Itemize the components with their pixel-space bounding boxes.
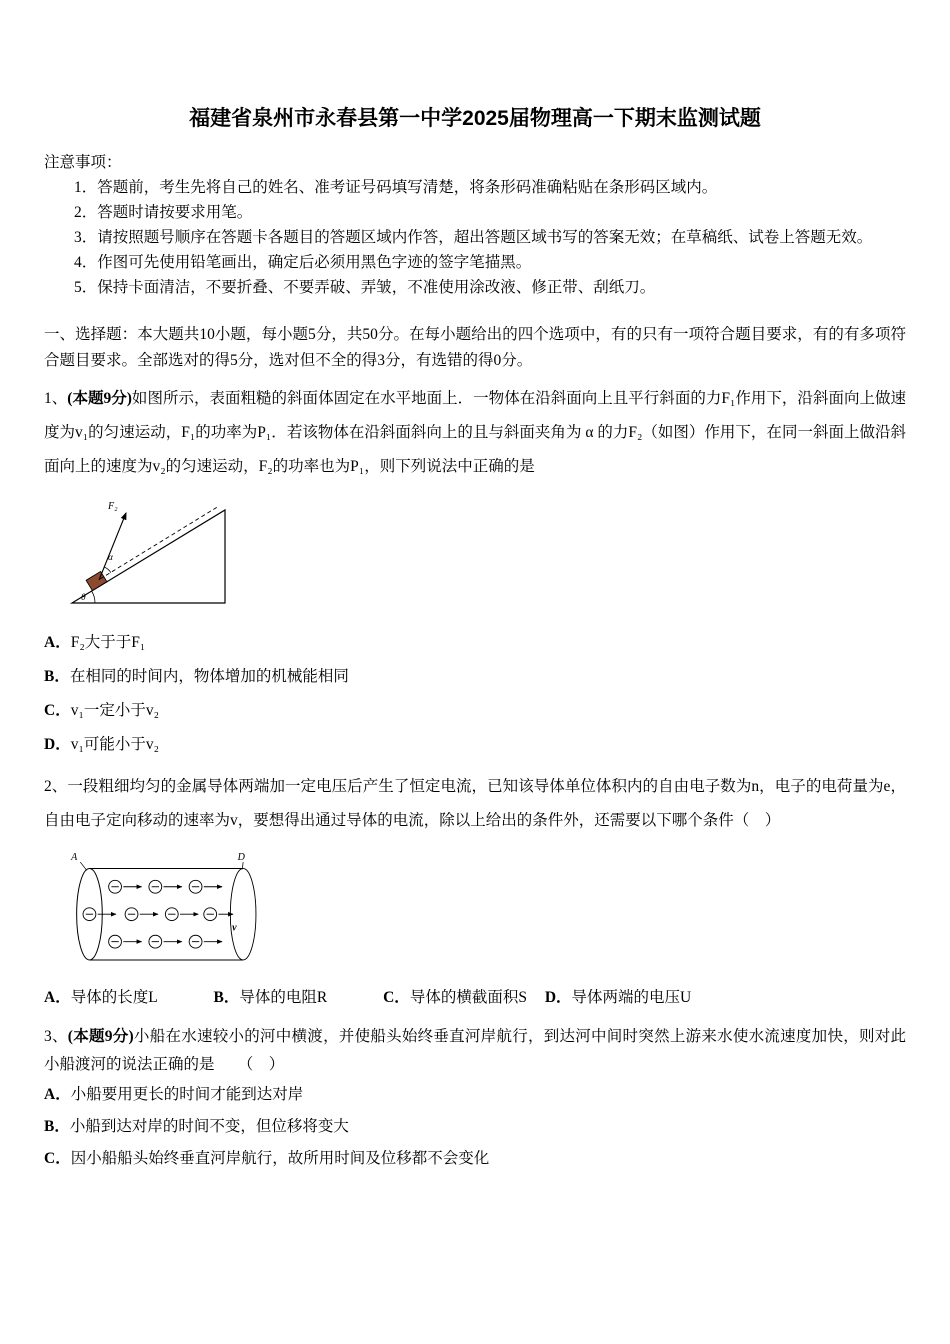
velocity-label: v: [232, 922, 237, 934]
conductor-diagram: [62, 848, 277, 974]
notice-item-5: 5．保持卡面清洁，不要折叠、不要弄破、弄皱，不准使用涂改液、修正带、刮纸刀。: [74, 279, 656, 296]
left-label-tick: [80, 862, 86, 870]
q2-option-c-label: C．: [383, 989, 410, 1006]
q2-stem-text: 一段粗细均匀的金属导体两端加一定电压后产生了恒定电流，已知该导体单位体积内的自由电子数为n，电子的电荷量为e，自由电子定向移动的速率为v，要想得出通过导体的电流，除以上给出的条件外，还需要以下哪个条件（ ）: [44, 778, 906, 829]
q1-option-d-text: v₁可能小于v₂: [70, 736, 160, 753]
electron-icon: [149, 880, 182, 893]
notice-section: [44, 150, 906, 300]
notice-item-2: 2．答题时请按要求用笔。: [74, 204, 253, 221]
q1-option-c-text: v₁一定小于v₂: [70, 702, 160, 719]
q3-option-a-label: A．: [44, 1086, 71, 1103]
q2-option-b: [214, 981, 328, 1015]
q1-option-a-label: A．: [44, 634, 71, 651]
question-1: [44, 382, 906, 762]
question-3: [44, 1023, 906, 1175]
q1-stem-text: 如图所示，表面粗糙的斜面体固定在水平地面上．一物体在沿斜面向上且平行斜面的力F₁作用下，沿斜面向上做速度为v₁的匀速运动，F₁的功率为P₁．若该物体在沿斜面斜向上的且与斜面夹角为 α 的力F₂（如图）作用下，在同一斜面上做沿斜面向上的速度为v₂的匀速运动，F₂的功率也为P₁，则下列说法中正确的是: [44, 390, 906, 475]
q2-option-a: [44, 981, 158, 1015]
section1-heading: 一、选择题：本大题共10小题，每小题5分，共50分。在每小题给出的四个选项中，有的只有一项符合题目要求，有的有多项符合题目要求。全部选对的得5分，选对但不全的得3分，有选错的得0分。: [44, 326, 906, 369]
q2-option-a-label: A．: [44, 989, 71, 1006]
q1-option-b: [44, 660, 906, 694]
question-2: [44, 770, 906, 1015]
theta-angle-arc: [92, 591, 95, 603]
q3-option-a-text: 小船要用更长的时间才能到达对岸: [70, 1086, 304, 1103]
electron-icon: [109, 880, 142, 893]
q2-options-row: [44, 981, 906, 1015]
cylinder-right-end: [230, 868, 256, 959]
q1-option-d-label: D．: [44, 736, 71, 753]
q1-option-d: [44, 728, 906, 762]
q3-option-c-text: 因小船船头始终垂直河岸航行，故所用时间及位移都不会变化: [70, 1150, 490, 1167]
q2-option-b-label: B．: [213, 989, 240, 1006]
q2-option-c-text: 导体的横截面积S: [409, 989, 527, 1006]
q2-stem-paragraph: [44, 770, 906, 838]
q1-stem-paragraph: [44, 382, 906, 484]
q2-number: 2、: [44, 778, 68, 795]
conductor-right-label: D: [237, 852, 245, 864]
q1-option-a: [44, 626, 906, 660]
page-title: 福建省泉州市永春县第一中学2025届物理高一下期末监测试题: [189, 107, 761, 130]
q3-option-b-label: B．: [44, 1118, 70, 1135]
alpha-label: α: [108, 553, 113, 563]
notice-heading: 注意事项：: [44, 154, 122, 171]
electron-icon: [189, 935, 222, 948]
q2-option-a-text: 导体的长度L: [70, 989, 158, 1006]
q1-option-a-text: F₂大于于F₁: [70, 634, 146, 651]
q3-option-c-label: C．: [44, 1150, 71, 1167]
q2-figure-conductor: [62, 848, 906, 979]
q2-option-b-text: 导体的电阻R: [239, 989, 328, 1006]
force-f2-label: F₂: [108, 501, 118, 512]
q3-option-b-text: 小船到达对岸的时间不变，但位移将变大: [69, 1118, 349, 1135]
theta-label: θ: [81, 593, 86, 603]
q2-option-d: [545, 981, 691, 1015]
q3-score: (本题9分): [67, 1028, 134, 1045]
q3-stem-text: 小船在水速较小的河中横渡，并使船头始终垂直河岸航行，到达河中间时突然上游来水使水流速度加快，则对此小船渡河的说法正确的是 （ ）: [44, 1028, 906, 1073]
conductor-left-label: A: [71, 852, 78, 864]
q1-number: 1、: [44, 390, 68, 407]
q1-score: (本题9分): [67, 390, 132, 407]
q2-option-c: [383, 981, 527, 1015]
electron-icon: [204, 908, 233, 921]
q1-option-c: [44, 694, 906, 728]
q3-stem-paragraph: [44, 1023, 906, 1079]
q2-option-d-text: 导体两端的电压U: [571, 989, 692, 1006]
alpha-angle-arc: [104, 567, 111, 573]
electron-icon: [165, 908, 198, 921]
incline-diagram: [62, 498, 242, 613]
q2-option-d-label: D．: [544, 989, 572, 1006]
electron-icon: [189, 880, 222, 893]
notice-item-1: 1．答题前，考生先将自己的姓名、准考证号码填写清楚，将条形码准确粘贴在条形码区域内。: [74, 179, 718, 196]
q3-option-a: [44, 1079, 906, 1111]
notice-item-4: 4．作图可先使用铅笔画出，确定后必须用黑色字迹的签字笔描黑。: [74, 254, 532, 271]
q1-figure-incline: [62, 498, 906, 618]
q1-option-b-label: B．: [44, 668, 70, 685]
q1-option-b-text: 在相同的时间内，物体增加的机械能相同: [69, 668, 349, 685]
q3-number: 3、: [44, 1028, 68, 1045]
electron-icon: [125, 908, 158, 921]
electron-icon: [109, 935, 142, 948]
electron-icon: [149, 935, 182, 948]
notice-item-3: 3．请按照题号顺序在答题卡各题目的答题区域内作答，超出答题区域书写的答案无效；在草稿纸、试卷上答题无效。: [74, 229, 873, 246]
q3-option-c: [44, 1143, 906, 1175]
q3-option-b: [44, 1111, 906, 1143]
q1-option-c-label: C．: [44, 702, 71, 719]
incline-direction-dashed-line: [100, 506, 219, 579]
block-on-incline: [86, 571, 107, 590]
force-f2-arrow: [99, 513, 126, 580]
